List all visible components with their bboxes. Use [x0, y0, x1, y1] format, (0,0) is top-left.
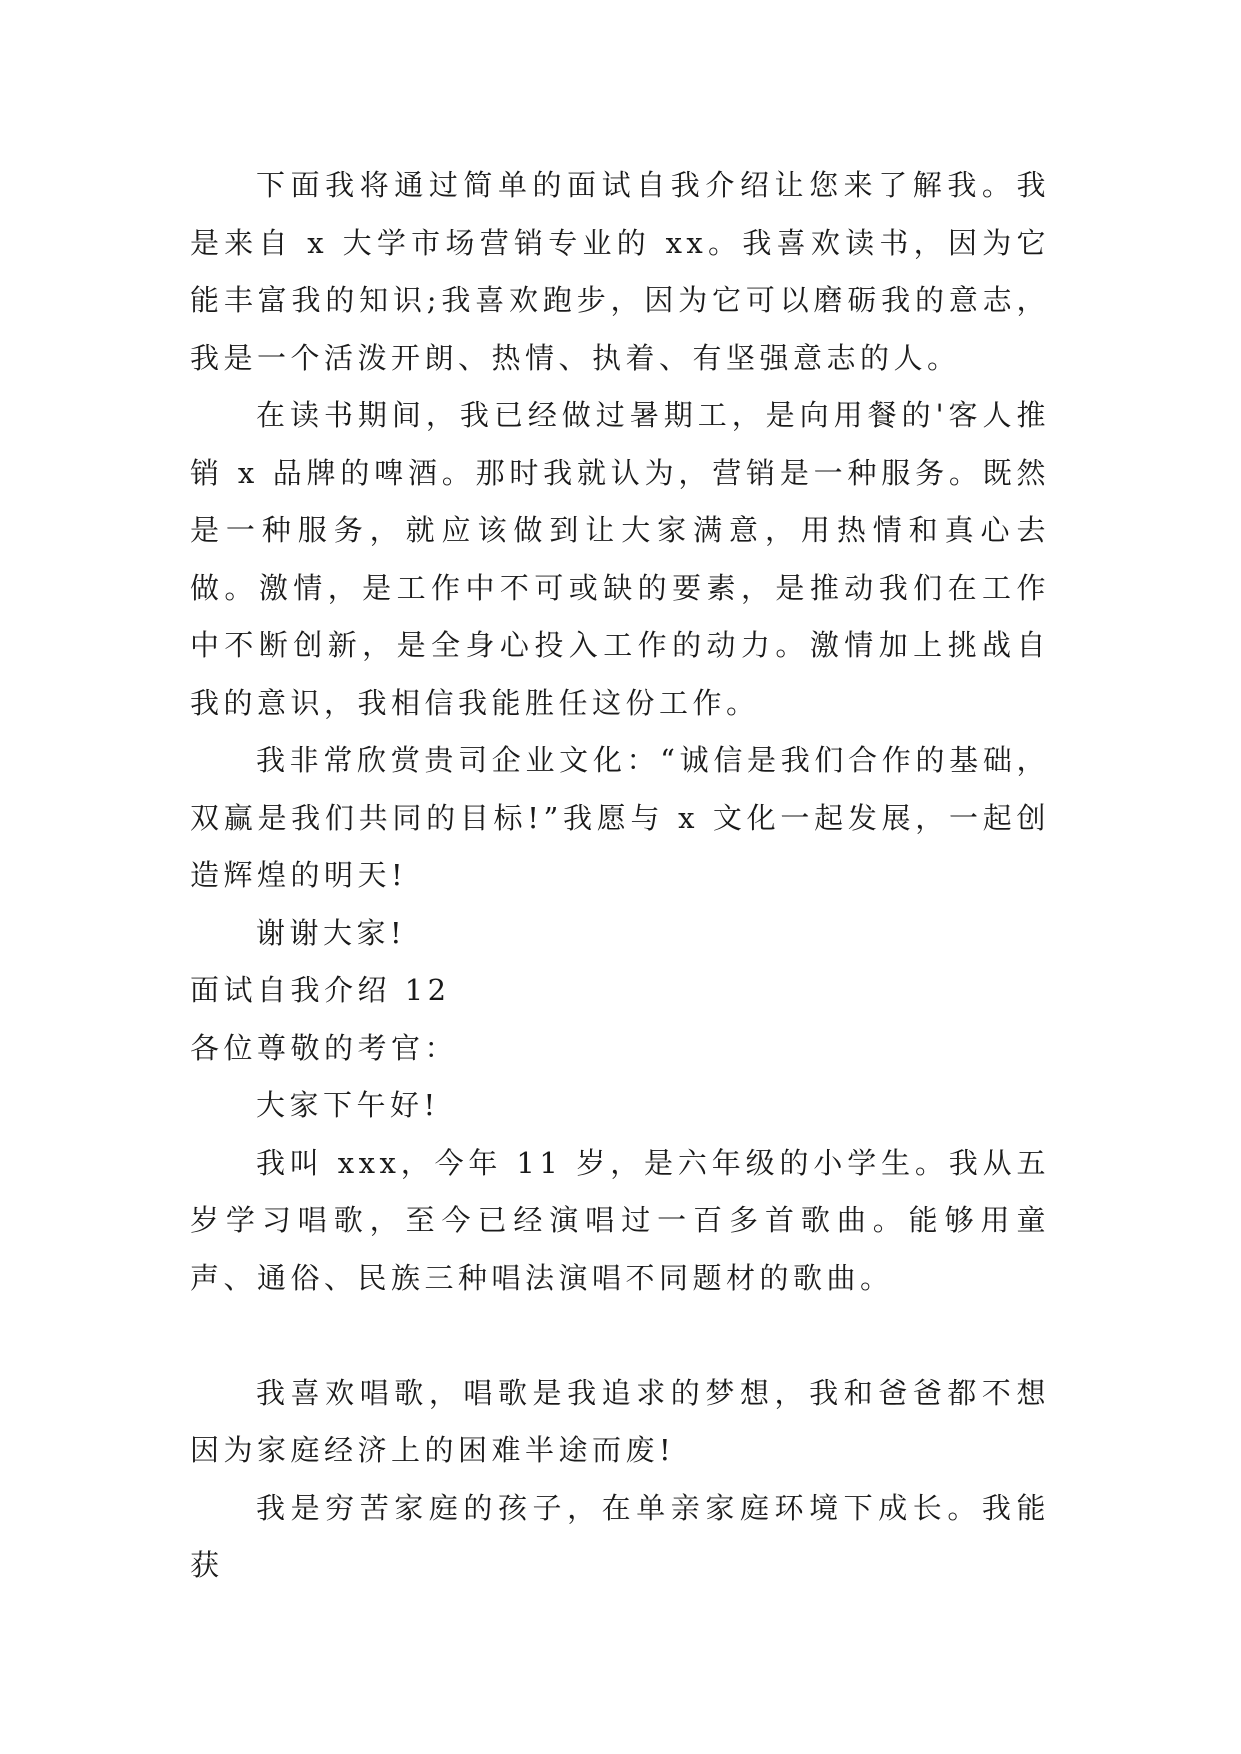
paragraph-singing-dream: 我喜欢唱歌，唱歌是我追求的梦想，我和爸爸都不想因为家庭经济上的困难半途而废! [190, 1375, 1050, 1467]
paragraph-family-background: 我是穷苦家庭的孩子，在单亲家庭环境下成长。我能获 [190, 1490, 1050, 1582]
blank-line [190, 1307, 1050, 1365]
section-heading: 面试自我介绍 12 [190, 973, 451, 1007]
paragraph-thanks: 谢谢大家! [256, 915, 407, 950]
paragraph-experience: 在读书期间，我已经做过暑期工，是向用餐的'客人推销 x 品牌的啤酒。那时我就认为，营销是一种服务。既然是一种服务，就应该做到让大家满意，用热情和真心去做。激情，是工作中不可或缺的要素，是推动我们在工作中不断创新，是全身心投入工作的动力。激情加上挑战自我的意识，我相信我能胜任这份工作。 [190, 398, 1050, 720]
paragraph-self-intro: 我叫 xxx，今年 11 岁，是六年级的小学生。我从五岁学习唱歌，至今已经演唱过一百多首歌曲。能够用童声、通俗、民族三种唱法演唱不同题材的歌曲。 [190, 1145, 1050, 1295]
paragraph-company-culture: 我非常欣赏贵司企业文化：“诚信是我们合作的基础，双赢是我们共同的目标!”我愿与 x 文化一起发展，一起创造辉煌的明天! [190, 743, 1050, 892]
paragraph-greeting: 大家下午好! [256, 1088, 440, 1122]
document-body [190, 157, 1050, 1595]
salutation: 各位尊敬的考官： [190, 1030, 459, 1065]
paragraph-intro: 下面我将通过简单的面试自我介绍让您来了解我。我是来自 x 大学市场营销专业的 xx。我喜欢读书，因为它能丰富我的知识;我喜欢跑步，因为它可以磨砺我的意志，我是一个活泼开朗、热情、执着、有坚强意志的人。 [190, 168, 1050, 375]
